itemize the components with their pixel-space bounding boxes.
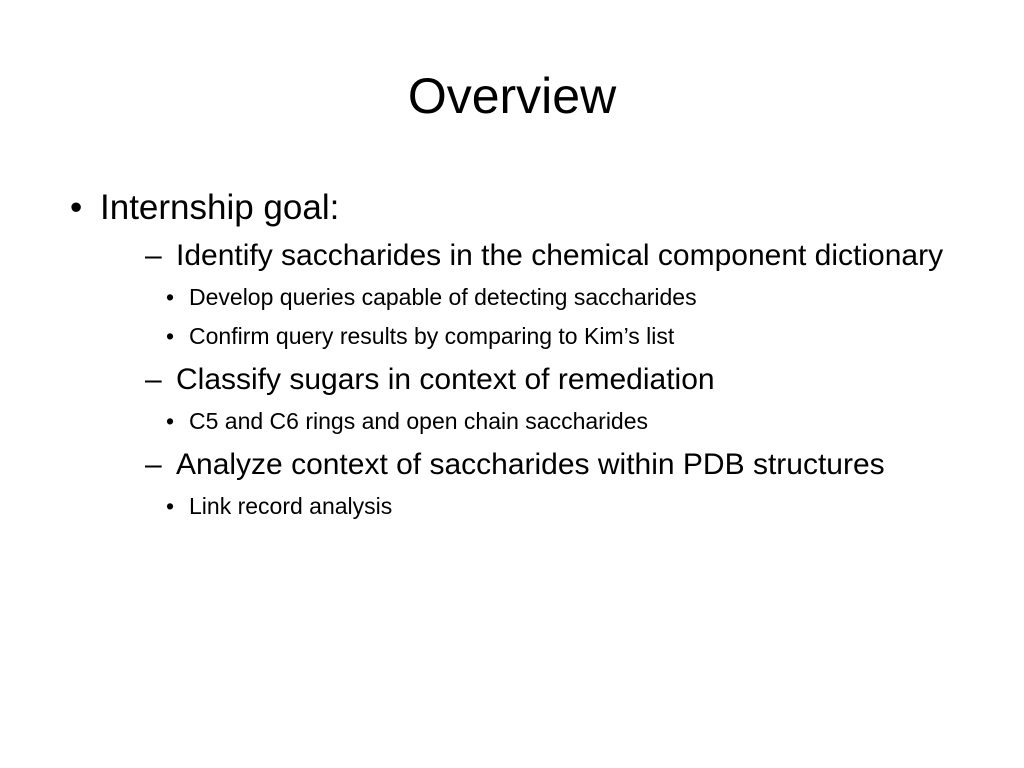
subsubbullet-rings-chains [166, 406, 950, 436]
subbullet-text: Identify saccharides in the chemical component dictionary [176, 239, 944, 272]
bullet-internship-goal [70, 186, 950, 230]
subbullet-classify-sugars [145, 360, 950, 400]
slide-body [70, 186, 950, 530]
bullet-marker: • [166, 323, 175, 349]
subsubbullet-text: Develop queries capable of detecting saccharides [189, 284, 697, 310]
bullet-marker: • [166, 284, 175, 310]
subsubbullet-text: Confirm query results by comparing to Kim’s list [189, 323, 675, 349]
subsubbullet-text: Link record analysis [189, 493, 393, 519]
subbullet-analyze-context [145, 445, 950, 485]
bullet-text: Internship goal: [100, 188, 340, 227]
bullet-marker: • [166, 493, 175, 519]
slide-title: Overview [407, 68, 617, 124]
bullet-marker: • [166, 408, 175, 434]
bullet-marker: • [70, 188, 83, 227]
subsubbullet-develop-queries [166, 282, 950, 312]
dash-marker: – [145, 239, 162, 272]
subsubbullet-link-record [166, 491, 950, 521]
subbullet-text: Analyze context of saccharides within PDB structures [176, 448, 885, 481]
dash-marker: – [145, 363, 162, 396]
subsubbullet-confirm-results [166, 321, 950, 351]
subbullet-identify-saccharides [145, 236, 950, 276]
subbullet-text: Classify sugars in context of remediation [176, 363, 715, 396]
dash-marker: – [145, 448, 162, 481]
subsubbullet-text: C5 and C6 rings and open chain saccharides [189, 408, 649, 434]
